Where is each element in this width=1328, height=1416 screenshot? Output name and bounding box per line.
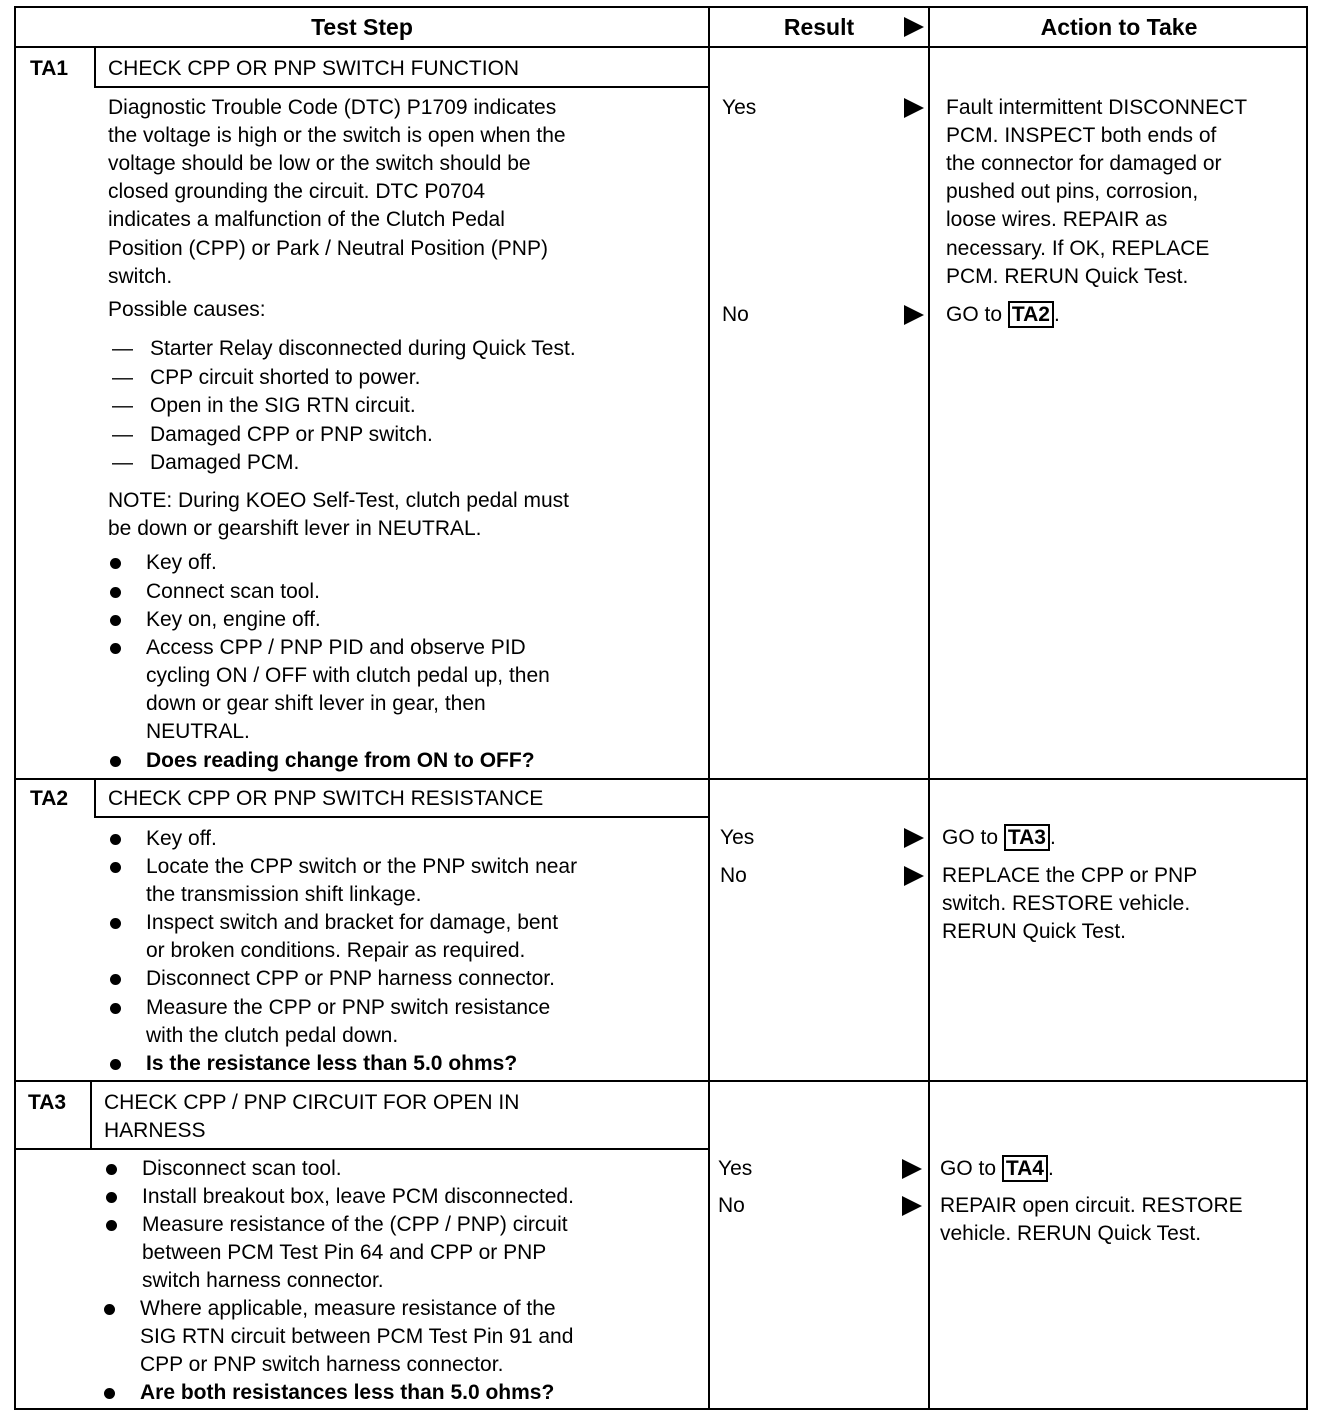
bullet-icon [110, 1059, 121, 1070]
ta3-question: Are both resistances less than 5.0 ohms? [140, 1381, 555, 1404]
ta3-yes-arrow-icon [902, 1159, 922, 1179]
bullet-icon [110, 615, 121, 626]
ta1-no-arrow-icon [904, 305, 924, 325]
ta2-title-underline [94, 816, 708, 818]
ta1-title: CHECK CPP OR PNP SWITCH FUNCTION [108, 57, 520, 80]
header-test-step: Test Step [311, 14, 413, 40]
bullet-icon [110, 862, 121, 873]
ta1-note-line1: NOTE: During KOEO Self-Test, clutch pedal must [108, 489, 569, 512]
ta3-yes-label: Yes [718, 1157, 753, 1180]
ta3-title-line2: HARNESS [104, 1119, 206, 1142]
bullet-icon [110, 1003, 121, 1014]
ta1-title-underline [94, 86, 708, 88]
ta1-yes-arrow-icon [904, 98, 924, 118]
ta2-section-divider [16, 1080, 1306, 1082]
ta1-no-action: GO to TA2 . [946, 303, 1060, 326]
ta3-id-divider [90, 1082, 92, 1148]
ta1-question: Does reading change from ON to OFF? [146, 749, 535, 772]
ta3-id: TA3 [28, 1091, 67, 1114]
header-arrow-icon [904, 17, 924, 37]
header-divider [16, 46, 1306, 48]
ta3-title-line1: CHECK CPP / PNP CIRCUIT FOR OPEN IN [104, 1091, 520, 1114]
ta2-no-arrow-icon [904, 866, 924, 886]
ta2-title: CHECK CPP OR PNP SWITCH RESISTANCE [108, 787, 544, 810]
bullet-icon [104, 1304, 115, 1315]
bullet-icon [106, 1220, 117, 1231]
ta2-yes-label: Yes [720, 826, 755, 849]
bullet-icon [106, 1164, 117, 1175]
ta1-no-label: No [722, 303, 749, 326]
diagnostic-table: Test Step Result Action to Take TA1 CHECK CPP OR PNP SWITCH FUNCTION Diagnostic Trouble Code (DTC) P1709 indicates the voltage is high or the switch is open when the voltage should be low or the switch should be closed grounding the circuit. DTC P0704 indicates a malfunction of the Clutch Pedal Position (CPP) or Park / Neutral Position (PNP) switch. Possible causes: — Starter Relay disconnected during Quick Test. — CPP circuit shorted to power. — Open in the SIG RTN circuit. — Damaged CPP or PNP switch. — Damaged PCM. NOTE: During KOEO Self-Test, clutch pedal must be down or gearshift lever in NEUTRAL. Key off. Connect scan tool. Key on, engine off. Access CPP / PNP PID and observe PID cycling ON / OFF with clutch pedal up, then down or gear shift lever in gear, then NEUTRAL. Does reading change from ON to OFF? Yes No Fault intermittent DISCONNECT PCM. INSPECT both ends of the connector for damaged or pushed out pins, corrosion, loose wires. REPAIR as necessary. If OK, REPLACE PCM. RERUN Quick Test. GO to TA2 . TA2 CHECK CPP OR PNP SWITCH RESISTANCE Key off. Locate the CPP switch or the PNP switch near the transmission shift linkage. Inspect switch and bracket for damage, bent or broken conditions. Repair as required. Disconnect CPP or PNP harness connector. Measure the CPP or PNP switch resistance with the clutch pedal down. Is the resistance less than 5.0 ohms? Yes No GO to TA3 . REPLACE the CPP or PNP switch. RESTORE vehicle. RERUN Quick Test. TA3 CHECK CPP / PNP CIRCUIT FOR OPEN IN HARNESS Disconnect scan tool. Install breakout box, leave PCM disconnected. Measure resistance of the (CPP / PNP) circuit between PCM Test Pin 64 and CPP or PNP switch harness connector. Where applicable, measure resistance of the SIG RTN circuit between PCM Test Pin 91 and CPP or PNP switch harness connector. Are both resistances less than 5.0 ohms? Yes No GO to TA4 . REPAIR open circuit. RESTORE vehicle. RERUN Quick Test. [14, 6, 1308, 1410]
ta2-yes-action: GO to TA3 . [942, 826, 1056, 849]
ta2-yes-arrow-icon [904, 828, 924, 848]
bullet-icon [106, 1192, 117, 1203]
ta3-yes-action: GO to TA4 . [940, 1157, 1054, 1180]
ta1-note-line2: be down or gearshift lever in NEUTRAL. [108, 517, 482, 540]
bullet-icon [110, 834, 121, 845]
bullet-icon [110, 756, 121, 767]
ta2-id-divider [94, 780, 96, 816]
header-action: Action to Take [1040, 14, 1198, 40]
ta1-yes-label: Yes [722, 96, 757, 119]
bullet-icon [110, 643, 121, 654]
header-result: Result [783, 14, 855, 40]
ta2-question: Is the resistance less than 5.0 ohms? [146, 1052, 518, 1075]
bullet-icon [110, 974, 121, 985]
ta2-no-label: No [720, 864, 747, 887]
ta1-section-divider [16, 778, 1306, 780]
bullet-icon [110, 587, 121, 598]
bullet-icon [110, 918, 121, 929]
ta2-reference-link[interactable]: TA2 [1008, 301, 1054, 328]
ta1-causes-label: Possible causes: [108, 298, 266, 321]
ta2-id: TA2 [30, 787, 69, 810]
ta3-title-underline [16, 1148, 708, 1150]
bullet-icon [110, 558, 121, 569]
bullet-icon [104, 1388, 115, 1399]
ta1-id-divider [94, 48, 96, 86]
ta4-reference-link[interactable]: TA4 [1002, 1155, 1048, 1182]
ta1-id: TA1 [30, 57, 69, 80]
col-divider-result [708, 8, 710, 1408]
ta3-no-label: No [718, 1194, 745, 1217]
ta3-reference-link[interactable]: TA3 [1004, 824, 1050, 851]
col-divider-action [928, 8, 930, 1408]
ta3-no-arrow-icon [902, 1196, 922, 1216]
